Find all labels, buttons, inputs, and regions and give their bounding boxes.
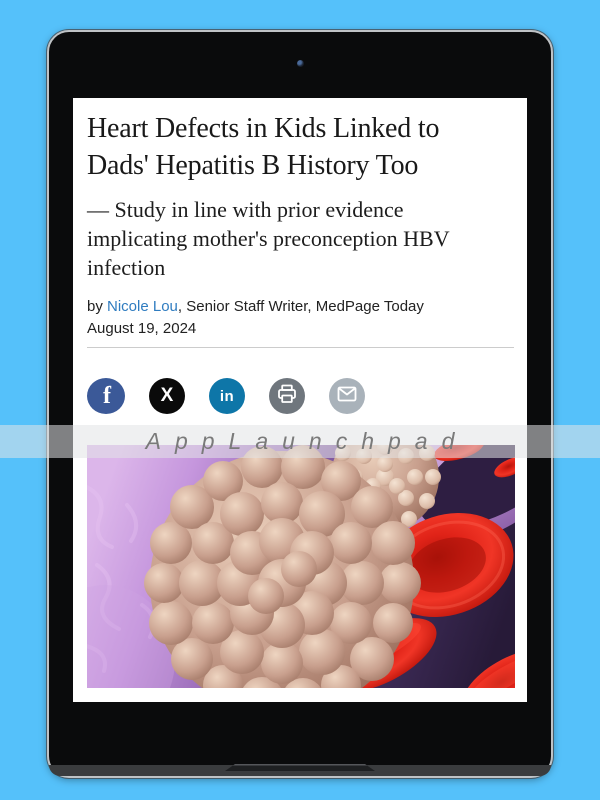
article-title	[87, 110, 514, 184]
email-button[interactable]	[329, 378, 365, 414]
divider	[87, 347, 514, 348]
facebook-icon: f	[103, 382, 111, 409]
front-camera-icon	[297, 60, 304, 67]
article	[73, 98, 527, 688]
author-link[interactable]: Nicole Lou	[107, 298, 178, 315]
dock-notch	[225, 764, 375, 771]
byline-prefix: by	[87, 298, 108, 315]
envelope-icon	[336, 383, 358, 410]
tablet-bottom-edge	[49, 765, 551, 776]
facebook-share-button[interactable]	[87, 378, 125, 414]
tablet-screen	[73, 98, 527, 702]
x-twitter-share-button[interactable]	[149, 378, 185, 414]
article-subtitle	[87, 195, 514, 282]
subtitle-line: implicating mother's preconception HBV	[87, 226, 450, 251]
linkedin-share-button[interactable]	[209, 378, 245, 414]
title-line: Heart Defects in Kids Linked to	[87, 113, 440, 144]
watermark-text: AppLaunchpad	[145, 428, 469, 454]
title-line: Dads' Hepatitis B History Too	[87, 150, 419, 181]
byline	[87, 296, 514, 340]
linkedin-icon: in	[219, 387, 235, 405]
byline-suffix: , Senior Staff Writer, MedPage Today	[177, 298, 424, 315]
share-toolbar	[87, 378, 514, 414]
tablet-device	[47, 30, 553, 778]
x-twitter-icon: X	[160, 385, 174, 406]
article-date: August 19, 2024	[87, 320, 197, 337]
print-button[interactable]	[269, 378, 305, 414]
subtitle-line: infection	[87, 255, 166, 280]
printer-icon	[276, 383, 298, 410]
watermark-band	[0, 425, 600, 458]
article-hero-image	[87, 445, 515, 688]
subtitle-line: — Study in line with prior evidence	[87, 197, 404, 222]
